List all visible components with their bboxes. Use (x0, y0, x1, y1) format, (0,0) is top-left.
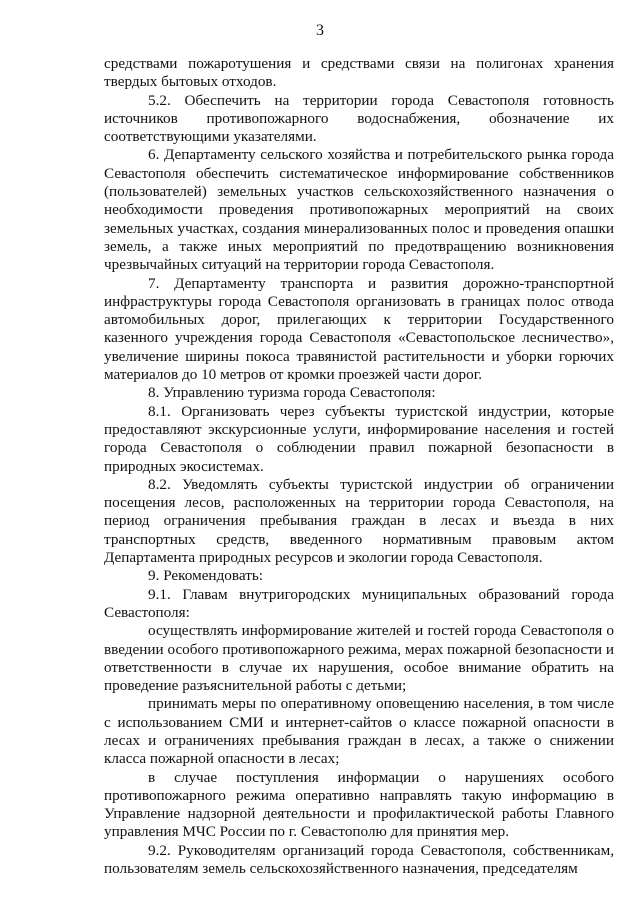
paragraph: осуществлять информирование жителей и гостей города Севастополя о введении особого противопожарного режима, мерах пожарной безопасности и ответственности в случае их нарушения, особое внимание обратить на проведение разъяснительной работы с детьми; (104, 622, 614, 695)
paragraph: 8.2. Уведомлять субъекты туристской индустрии об ограничении посещения лесов, расположенных на территории города Севастополя, на период ограничения пребывания граждан в лесах и въезда в них транспортных средств, введенного нормативным правовым актом Департамента природных ресурсов и экологии города Севастополя. (104, 475, 614, 567)
document-body (104, 55, 614, 878)
paragraph: 9.1. Главам внутригородских муниципальных образований города Севастополя: (104, 585, 614, 621)
paragraph: 5.2. Обеспечить на территории города Севастополя готовность источников противопожарного водоснабжения, обозначение их соответствующими указателями. (104, 91, 614, 146)
paragraph: средствами пожаротушения и средствами связи на полигонах хранения твердых бытовых отходов. (104, 55, 614, 91)
page-number: 3 (316, 22, 324, 39)
paragraph: 8.1. Организовать через субъекты туристской индустрии, которые предоставляют экскурсионные услуги, информирование населения и гостей города Севастополя о соблюдении правил пожарной безопасности в природных экосистемах. (104, 402, 614, 475)
paragraph: 9. Рекомендовать: (148, 567, 263, 585)
paragraph: в случае поступления информации о нарушениях особого противопожарного режима оперативно направлять такую информацию в Управление надзорной деятельности и профилактической работы Главного управления МЧС России по г. Севастополю для принятия мер. (104, 768, 614, 841)
paragraph: 7. Департаменту транспорта и развития дорожно-транспортной инфраструктуры города Севастополя организовать в границах полос отвода автомобильных дорог, прилегающих к территории Государственного казенного учреждения города Севастополя «Севастопольское лесничество», увеличение ширины покоса травянистой растительности и уборки горючих материалов до 10 метров от кромки проезжей части дорог. (104, 274, 614, 384)
paragraph: принимать меры по оперативному оповещению населения, в том числе с использованием СМИ и интернет-сайтов о классе пожарной опасности в лесах и ограничениях пребывания граждан в лесах, а также о снижении класса пожарной опасности в лесах; (104, 695, 614, 768)
paragraph: 9.2. Руководителям организаций города Севастополя, собственникам, пользователям земель сельскохозяйственного назначения, председателям (104, 841, 614, 878)
paragraph: 8. Управлению туризма города Севастополя: (148, 384, 436, 402)
paragraph: 6. Департаменту сельского хозяйства и потребительского рынка города Севастополя обеспечить систематическое информирование собственников (пользователей) земельных участков сельскохозяйственного назначения о необходимости проведения противопожарных мероприятий на своих земельных участках, создания минерализованных полос и проведения опашки земель, а также иных мероприятий по предотвращению возникновения чрезвычайных ситуаций на территории города Севастополя. (104, 146, 614, 274)
